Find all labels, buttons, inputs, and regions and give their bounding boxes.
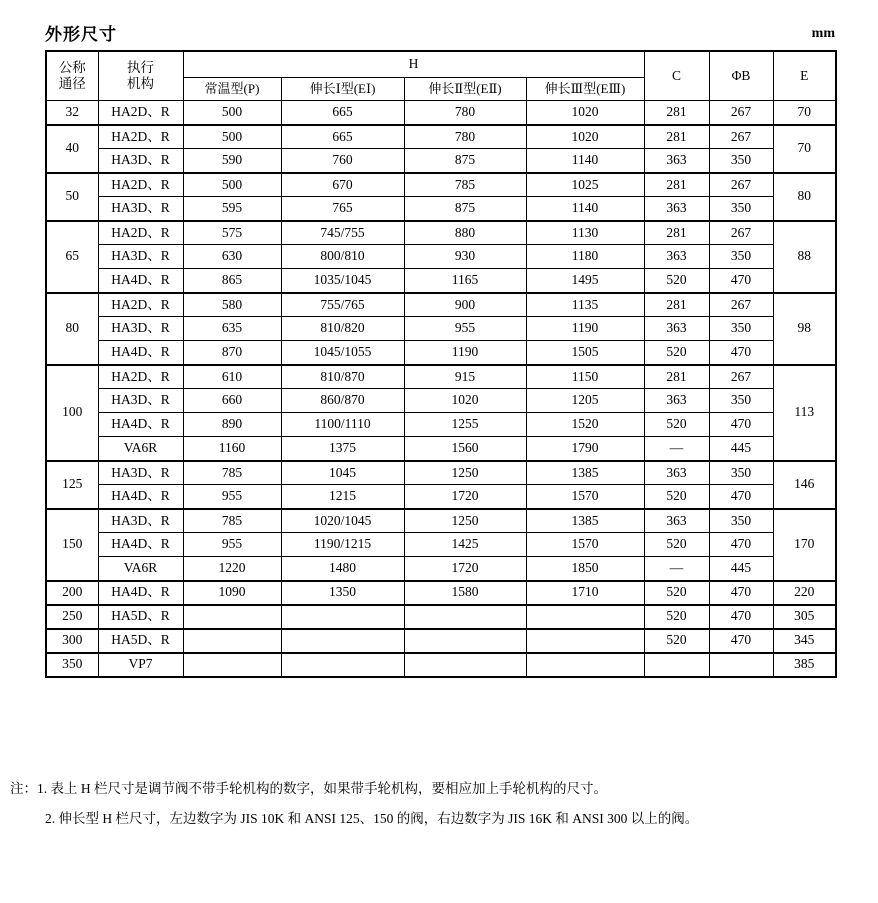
table-cell — [526, 629, 644, 653]
table-cell: 305 — [773, 605, 836, 629]
table-cell: 350 — [709, 245, 773, 269]
table-cell: 1165 — [404, 269, 526, 293]
table-cell: 88 — [773, 221, 836, 293]
table-cell: 345 — [773, 629, 836, 653]
table-cell — [526, 653, 644, 677]
col-header-actuator-line2: 机构 — [127, 76, 154, 91]
table-cell: 575 — [183, 221, 281, 245]
table-row — [46, 173, 836, 197]
table-cell: 1505 — [526, 341, 644, 365]
table-cell: 1045 — [281, 461, 404, 485]
table-cell: 350 — [709, 149, 773, 173]
table-cell: 890 — [183, 413, 281, 437]
table-cell: 470 — [709, 629, 773, 653]
table-cell: 40 — [46, 125, 98, 173]
table-cell: 745/755 — [281, 221, 404, 245]
table-cell: 810/870 — [281, 365, 404, 389]
table-cell — [404, 605, 526, 629]
table-cell: 1720 — [404, 485, 526, 509]
table-cell: HA5D、R — [98, 629, 183, 653]
table-cell: HA3D、R — [98, 245, 183, 269]
table-cell: 125 — [46, 461, 98, 509]
table-row — [46, 317, 836, 341]
col-header-actuator — [98, 51, 183, 101]
unit-label: mm — [811, 26, 835, 41]
table-cell — [404, 653, 526, 677]
table-row — [46, 653, 836, 677]
table-row — [46, 293, 836, 317]
table-cell: HA3D、R — [98, 197, 183, 221]
table-row — [46, 221, 836, 245]
table-cell: 1020 — [526, 101, 644, 125]
table-cell: 80 — [46, 293, 98, 365]
table-cell: 1250 — [404, 509, 526, 533]
header-row-1 — [46, 51, 836, 78]
col-header-h-ext2: 伸长Ⅱ型(EⅡ) — [404, 78, 526, 101]
table-cell: HA2D、R — [98, 125, 183, 149]
table-cell: 350 — [709, 389, 773, 413]
table-row — [46, 125, 836, 149]
table-cell: 785 — [183, 461, 281, 485]
table-cell: 630 — [183, 245, 281, 269]
table-cell — [526, 605, 644, 629]
table-cell: 500 — [183, 101, 281, 125]
table-cell: HA3D、R — [98, 509, 183, 533]
table-cell: 1520 — [526, 413, 644, 437]
table-cell: 955 — [183, 485, 281, 509]
table-cell: — — [644, 437, 709, 461]
table-cell: 363 — [644, 245, 709, 269]
table-cell: 1385 — [526, 509, 644, 533]
table-cell: 520 — [644, 485, 709, 509]
table-cell: 363 — [644, 389, 709, 413]
table-cell: 113 — [773, 365, 836, 461]
table-cell: 1025 — [526, 173, 644, 197]
table-cell: 1130 — [526, 221, 644, 245]
table-cell: 98 — [773, 293, 836, 365]
table-cell: 1215 — [281, 485, 404, 509]
table-cell: 220 — [773, 581, 836, 605]
table-cell: 1350 — [281, 581, 404, 605]
table-cell: 500 — [183, 125, 281, 149]
table-cell: 65 — [46, 221, 98, 293]
table-cell: 281 — [644, 365, 709, 389]
table-cell: 350 — [709, 317, 773, 341]
table-cell: 470 — [709, 581, 773, 605]
table-cell: 267 — [709, 173, 773, 197]
table-cell: 385 — [773, 653, 836, 677]
table-cell: 281 — [644, 173, 709, 197]
col-header-phib: ΦB — [709, 51, 773, 101]
table-cell: 170 — [773, 509, 836, 581]
table-cell: HA3D、R — [98, 461, 183, 485]
table-cell: 520 — [644, 269, 709, 293]
table-cell: 595 — [183, 197, 281, 221]
table-cell: 200 — [46, 581, 98, 605]
table-cell: 1495 — [526, 269, 644, 293]
table-cell: 100 — [46, 365, 98, 461]
table-cell — [709, 653, 773, 677]
table-cell: 445 — [709, 437, 773, 461]
table-cell: 500 — [183, 173, 281, 197]
table-cell: 520 — [644, 533, 709, 557]
table-cell: 955 — [183, 533, 281, 557]
table-cell — [644, 653, 709, 677]
table-row — [46, 509, 836, 533]
table-cell: 1850 — [526, 557, 644, 581]
table-cell: 267 — [709, 221, 773, 245]
note-1: 注：1. 表上 H 栏尺寸是调节阀不带手轮机构的数字，如果带手轮机构，要相应加上手轮机构的尺寸。 — [10, 781, 607, 796]
table-cell: VA6R — [98, 437, 183, 461]
col-header-nominal-diameter-line1: 公称 — [58, 59, 86, 75]
page-title: 外形尺寸 — [45, 25, 117, 44]
table-cell: 1425 — [404, 533, 526, 557]
table-cell: 765 — [281, 197, 404, 221]
table-cell: 900 — [404, 293, 526, 317]
table-cell: 300 — [46, 629, 98, 653]
table-cell: 267 — [709, 365, 773, 389]
table-cell: 363 — [644, 509, 709, 533]
table-cell: 785 — [404, 173, 526, 197]
table-cell: 1570 — [526, 533, 644, 557]
table-cell: 915 — [404, 365, 526, 389]
table-cell: 665 — [281, 125, 404, 149]
table-cell: 350 — [46, 653, 98, 677]
table-cell: 1560 — [404, 437, 526, 461]
table-cell: 665 — [281, 101, 404, 125]
table-cell: 1720 — [404, 557, 526, 581]
table-row — [46, 101, 836, 125]
table-cell: 70 — [773, 125, 836, 173]
table-cell: 865 — [183, 269, 281, 293]
col-header-nominal-diameter — [46, 51, 98, 101]
table-cell: 520 — [644, 413, 709, 437]
table-row — [46, 341, 836, 365]
table-cell: 1140 — [526, 197, 644, 221]
table-cell: 445 — [709, 557, 773, 581]
table-cell: 1205 — [526, 389, 644, 413]
table-cell: 1790 — [526, 437, 644, 461]
col-header-h-group: H — [183, 51, 644, 78]
col-header-h-normal: 常温型(P) — [183, 78, 281, 101]
table-cell: 1480 — [281, 557, 404, 581]
table-cell: 800/810 — [281, 245, 404, 269]
table-cell: HA2D、R — [98, 221, 183, 245]
table-cell: 1150 — [526, 365, 644, 389]
table-cell: 50 — [46, 173, 98, 221]
table-cell: 267 — [709, 293, 773, 317]
col-header-h-ext1: 伸长Ⅰ型(EⅠ) — [281, 78, 404, 101]
col-header-actuator-line1: 执行 — [127, 59, 154, 75]
table-cell: 1180 — [526, 245, 644, 269]
table-cell: 363 — [644, 149, 709, 173]
table-cell: 32 — [46, 101, 98, 125]
table-row — [46, 533, 836, 557]
dimensions-table — [45, 50, 837, 678]
table-cell: HA2D、R — [98, 293, 183, 317]
col-header-h-ext3: 伸长Ⅲ型(EⅢ) — [526, 78, 644, 101]
table-cell: 1140 — [526, 149, 644, 173]
table-cell: 860/870 — [281, 389, 404, 413]
table-cell: 810/820 — [281, 317, 404, 341]
table-row — [46, 365, 836, 389]
table-cell: 281 — [644, 125, 709, 149]
table-cell: 780 — [404, 125, 526, 149]
table-cell — [183, 629, 281, 653]
table-cell: 1020 — [404, 389, 526, 413]
table-cell: HA3D、R — [98, 149, 183, 173]
table-row — [46, 557, 836, 581]
notes-section — [10, 781, 870, 827]
table-cell: 350 — [709, 197, 773, 221]
table-cell: 755/765 — [281, 293, 404, 317]
table-cell — [281, 629, 404, 653]
table-cell: 470 — [709, 269, 773, 293]
table-row — [46, 149, 836, 173]
table-cell: 1385 — [526, 461, 644, 485]
table-cell: 80 — [773, 173, 836, 221]
table-cell: HA4D、R — [98, 581, 183, 605]
table-cell: 281 — [644, 101, 709, 125]
table-cell: 520 — [644, 605, 709, 629]
table-cell: 470 — [709, 485, 773, 509]
table-cell: 955 — [404, 317, 526, 341]
table-cell: VA6R — [98, 557, 183, 581]
table-row — [46, 605, 836, 629]
table-cell: HA2D、R — [98, 173, 183, 197]
table-cell: 363 — [644, 461, 709, 485]
table-cell: 760 — [281, 149, 404, 173]
table-cell: 146 — [773, 461, 836, 509]
table-cell: 1375 — [281, 437, 404, 461]
table-cell: 880 — [404, 221, 526, 245]
col-header-c: C — [644, 51, 709, 101]
table-cell: 470 — [709, 533, 773, 557]
table-cell: 875 — [404, 197, 526, 221]
table-cell: 875 — [404, 149, 526, 173]
table-cell: HA2D、R — [98, 365, 183, 389]
table-cell: 1090 — [183, 581, 281, 605]
note-2: 2. 伸长型 H 栏尺寸，左边数字为 JIS 10K 和 ANSI 125、150 的阀，右边数字为 JIS 16K 和 ANSI 300 以上的阀。 — [45, 811, 699, 827]
table-cell: 520 — [644, 629, 709, 653]
table-cell: 1220 — [183, 557, 281, 581]
table-cell — [281, 605, 404, 629]
table-cell: HA4D、R — [98, 533, 183, 557]
table-cell: 350 — [709, 509, 773, 533]
table-cell: 1045/1055 — [281, 341, 404, 365]
table-cell: HA4D、R — [98, 341, 183, 365]
table-cell: 1190/1215 — [281, 533, 404, 557]
table-cell — [183, 605, 281, 629]
table-cell: 1250 — [404, 461, 526, 485]
table-cell: 250 — [46, 605, 98, 629]
table-cell: 785 — [183, 509, 281, 533]
table-cell: 470 — [709, 605, 773, 629]
table-cell: 267 — [709, 125, 773, 149]
table-cell: 1020 — [526, 125, 644, 149]
table-cell: HA2D、R — [98, 101, 183, 125]
table-header — [46, 51, 836, 101]
table-cell: HA4D、R — [98, 413, 183, 437]
table-cell: — — [644, 557, 709, 581]
table-cell: 281 — [644, 293, 709, 317]
table-cell: HA5D、R — [98, 605, 183, 629]
table-cell: 580 — [183, 293, 281, 317]
table-cell — [183, 653, 281, 677]
table-cell: 470 — [709, 341, 773, 365]
table-row — [46, 437, 836, 461]
table-cell: 1135 — [526, 293, 644, 317]
table-cell: 610 — [183, 365, 281, 389]
table-row — [46, 581, 836, 605]
table-row — [46, 389, 836, 413]
table-cell: 590 — [183, 149, 281, 173]
table-cell: 350 — [709, 461, 773, 485]
table-cell — [404, 629, 526, 653]
table-cell: 520 — [644, 341, 709, 365]
table-row — [46, 413, 836, 437]
table-row — [46, 461, 836, 485]
table-cell: 470 — [709, 413, 773, 437]
table-cell: 363 — [644, 197, 709, 221]
col-header-e: E — [773, 51, 836, 101]
table-cell: 1190 — [526, 317, 644, 341]
table-cell — [281, 653, 404, 677]
table-cell: 520 — [644, 581, 709, 605]
table-cell: HA3D、R — [98, 389, 183, 413]
table-cell: 281 — [644, 221, 709, 245]
table-cell: 635 — [183, 317, 281, 341]
table-cell: 363 — [644, 317, 709, 341]
table-row — [46, 269, 836, 293]
table-cell: 1020/1045 — [281, 509, 404, 533]
table-cell: 780 — [404, 101, 526, 125]
table-cell: 1570 — [526, 485, 644, 509]
table-cell: HA3D、R — [98, 317, 183, 341]
table-row — [46, 629, 836, 653]
table-body — [46, 101, 836, 677]
table-cell: 1100/1110 — [281, 413, 404, 437]
table-cell: HA4D、R — [98, 485, 183, 509]
table-cell: 930 — [404, 245, 526, 269]
table-cell: 1190 — [404, 341, 526, 365]
table-row — [46, 245, 836, 269]
table-cell: 1255 — [404, 413, 526, 437]
table-cell: 267 — [709, 101, 773, 125]
table-cell: 1160 — [183, 437, 281, 461]
table-row — [46, 485, 836, 509]
table-cell: 70 — [773, 101, 836, 125]
table-cell: VP7 — [98, 653, 183, 677]
col-header-nominal-diameter-line2: 通径 — [58, 76, 86, 91]
table-cell: 670 — [281, 173, 404, 197]
table-cell: 1035/1045 — [281, 269, 404, 293]
table-row — [46, 197, 836, 221]
table-cell: 1710 — [526, 581, 644, 605]
table-cell: HA4D、R — [98, 269, 183, 293]
table-cell: 150 — [46, 509, 98, 581]
table-cell: 660 — [183, 389, 281, 413]
table-cell: 870 — [183, 341, 281, 365]
table-cell: 1580 — [404, 581, 526, 605]
